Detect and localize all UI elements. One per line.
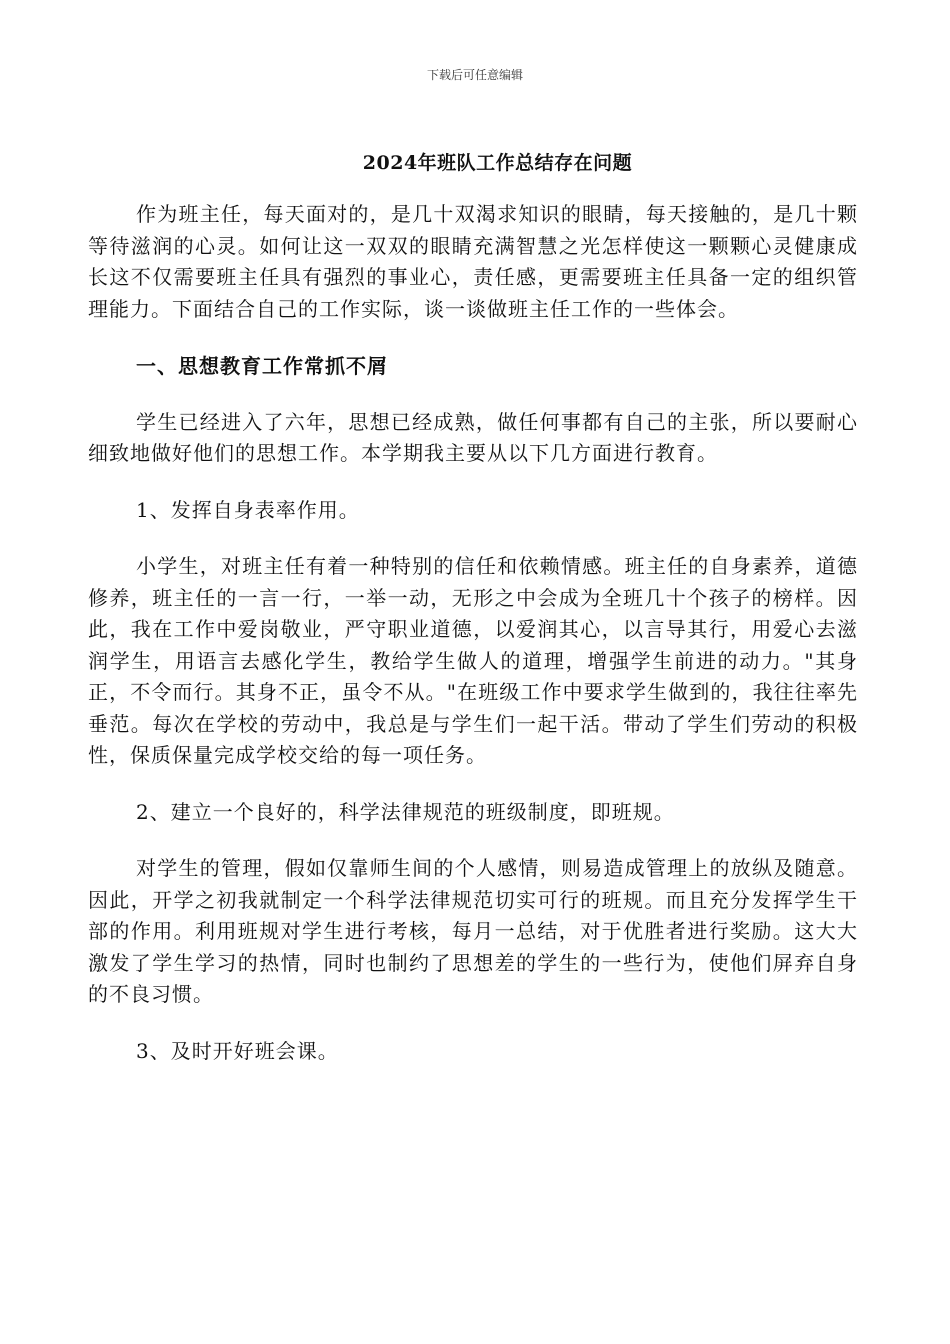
- item-3-title: 3、及时开好班会课。: [136, 1038, 339, 1063]
- item-1-title: 1、发挥自身表率作用。: [136, 497, 360, 522]
- header-note: 下载后可任意编辑: [426, 68, 523, 82]
- section-intro-paragraph: 学生已经进入了六年，思想已经成熟，做任何事都有自己的主张，所以要耐心细致地做好他们的思想工作。本学期我主要从以下几方面进行教育。: [88, 409, 858, 465]
- item-1-paragraph: 小学生，对班主任有着一种特别的信任和依赖情感。班主任的自身素养，道德修养，班主任的一言一行，一举一动，无形之中会成为全班几十个孩子的榜样。因此，我在工作中爱岗敬业，严守职业道德，以爱润其心，以言导其行，用爱心去滋润学生，用语言去感化学生，教给学生做人的道理，增强学生前进的动力。"其身正，不令而行。其身不正，虽令不从。"在班级工作中要求学生做到的，我往往率先垂范。每次在学校的劳动中，我总是与学生们一起干活。带动了学生们劳动的积极性，保质保量完成学校交给的每一项任务。: [88, 554, 858, 767]
- section-heading: 一、思想教育工作常抓不屑: [136, 354, 388, 378]
- page-title: 2024年班队工作总结存在问题: [362, 152, 633, 174]
- intro-paragraph: 作为班主任，每天面对的，是几十双渴求知识的眼睛，每天接触的，是几十颗等待滋润的心灵。如何让这一双双的眼睛充满智慧之光怎样使这一颗颗心灵健康成长这不仅需要班主任具有强烈的事业心，责任感，更需要班主任具备一定的组织管理能力。下面结合自己的工作实际，谈一谈做班主任工作的一些体会。: [88, 202, 858, 321]
- item-2-paragraph: 对学生的管理，假如仅靠师生间的个人感情，则易造成管理上的放纵及随意。因此，开学之初我就制定一个科学法律规范切实可行的班规。而且充分发挥学生干部的作用。利用班规对学生进行考核，每月一总结，对于优胜者进行奖励。这大大激发了学生学习的热情，同时也制约了思想差的学生的一些行为，使他们屏弃自身的不良习惯。: [88, 856, 858, 1006]
- item-2-title: 2、建立一个良好的，科学法律规范的班级制度，即班规。: [136, 799, 675, 824]
- document-body: [88, 175, 858, 1067]
